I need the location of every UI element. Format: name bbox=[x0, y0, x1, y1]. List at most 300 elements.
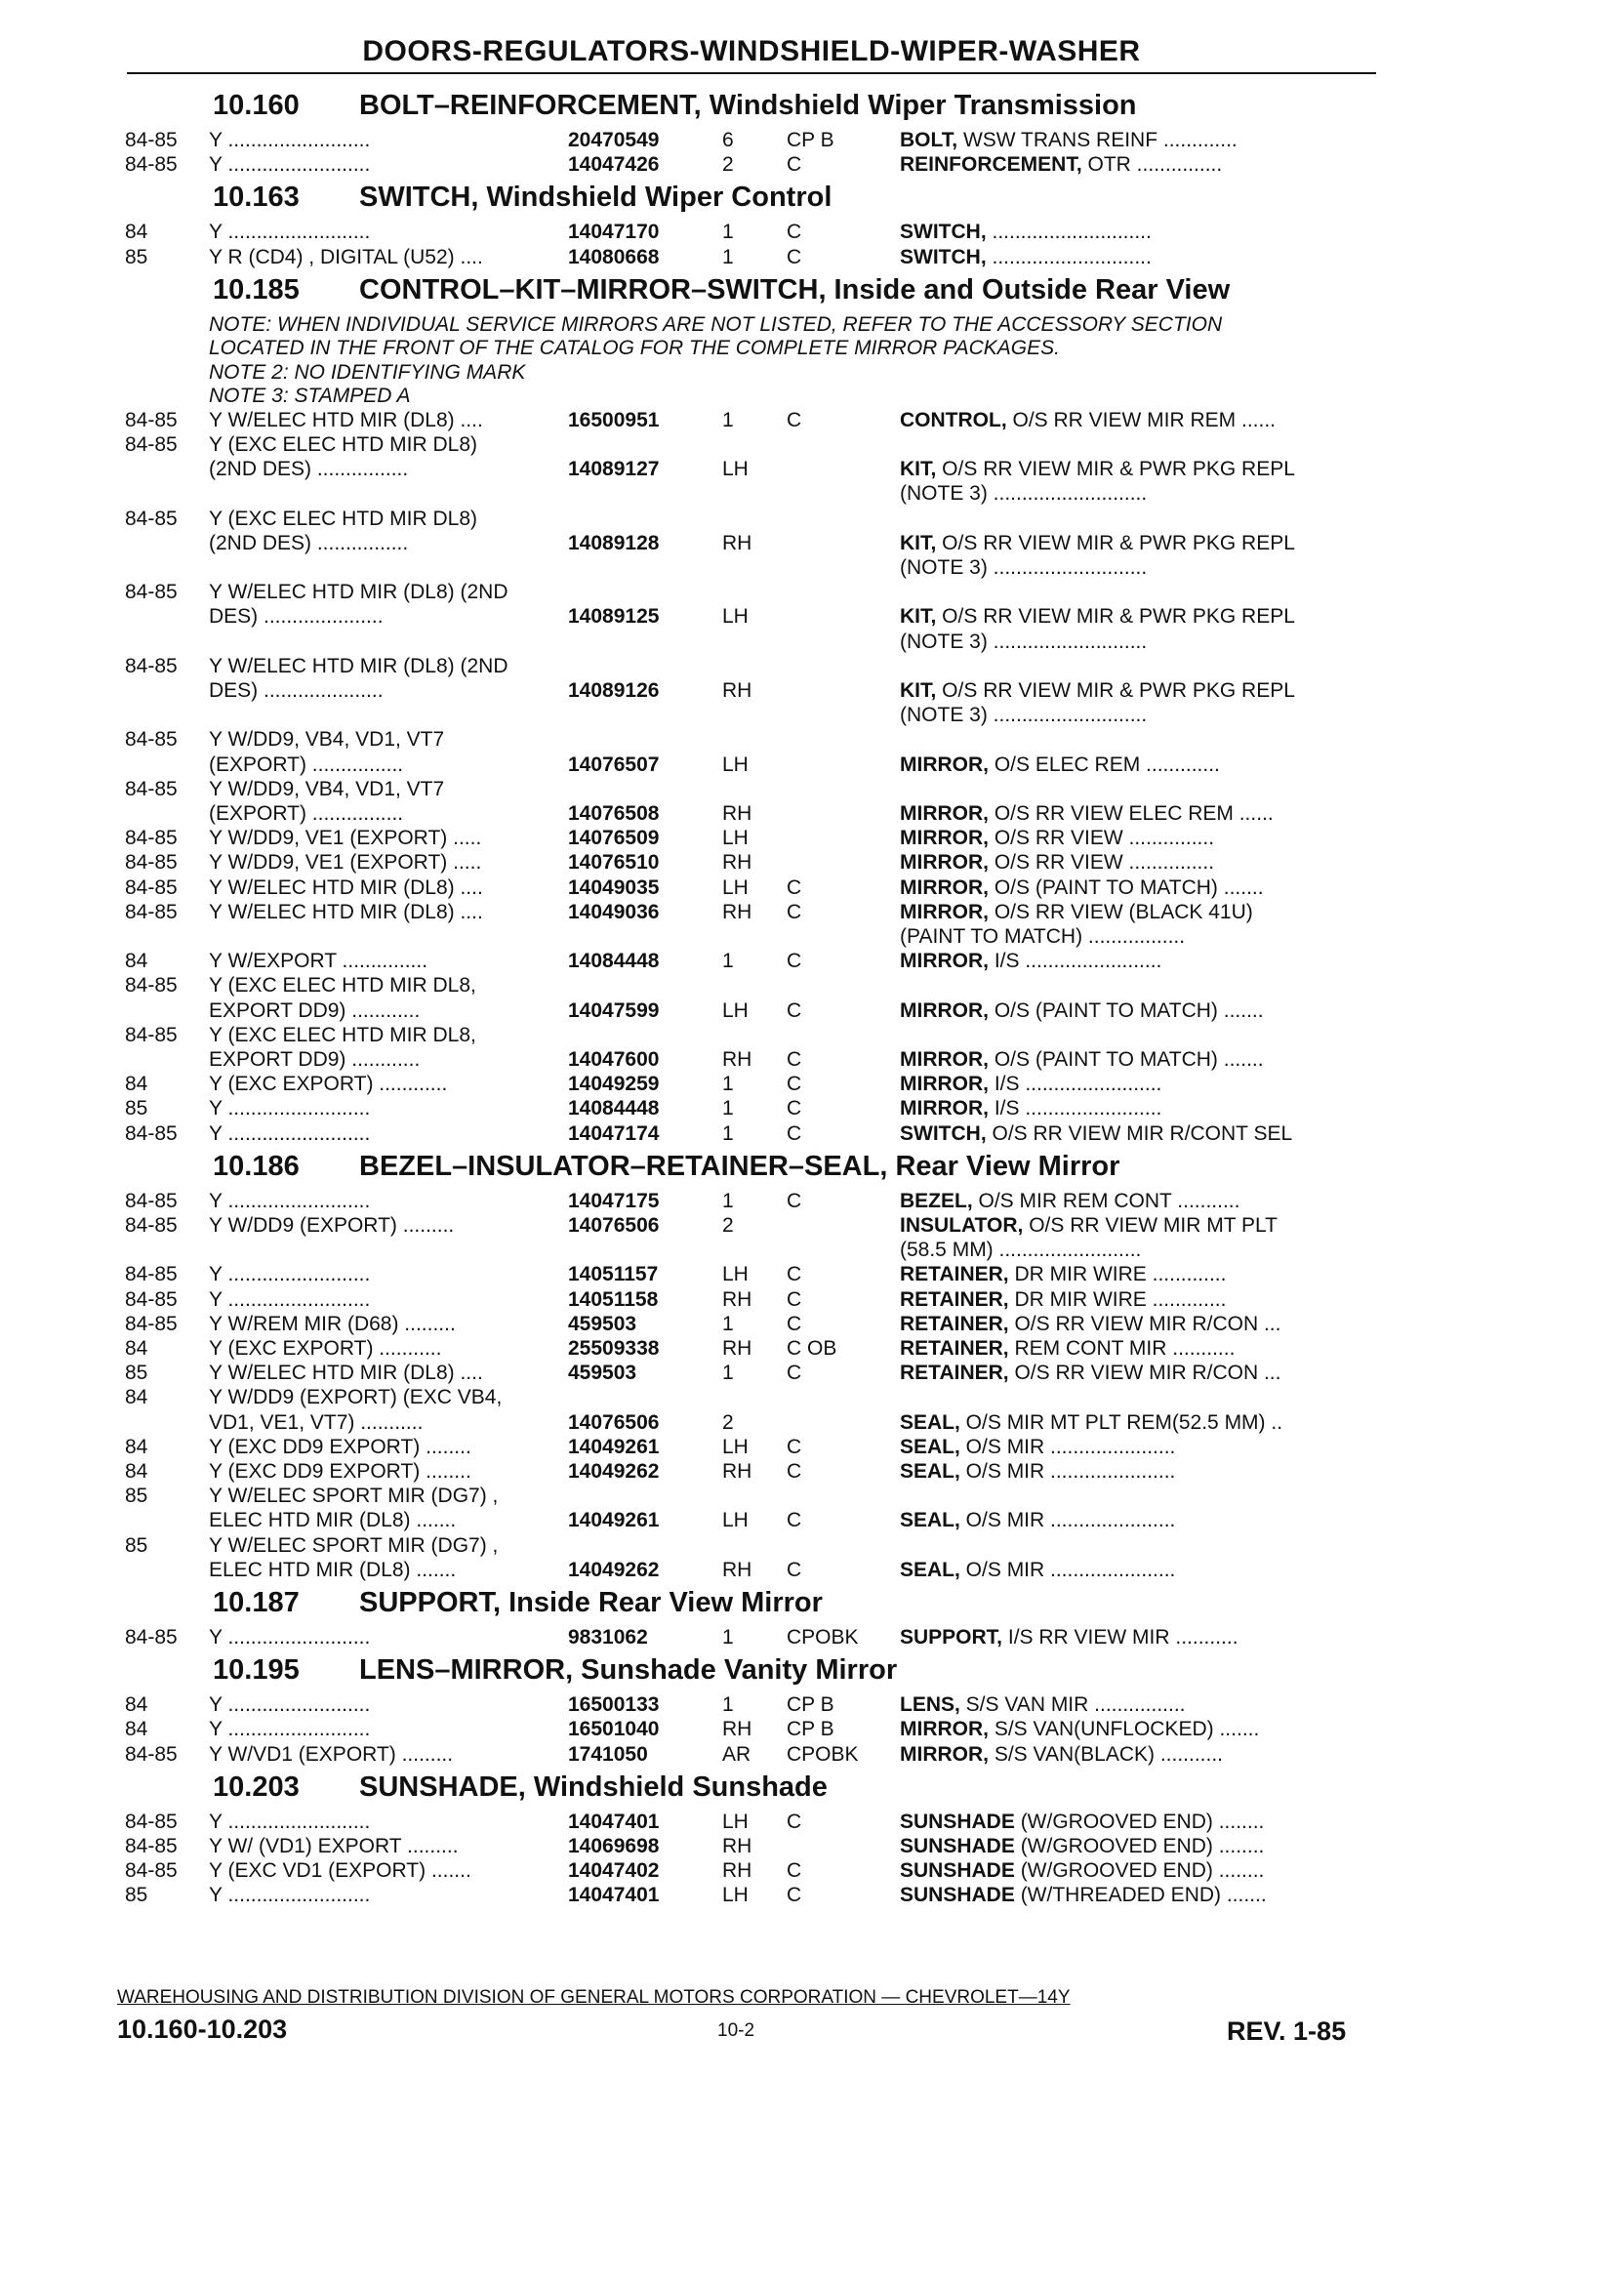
part-name-detail: (W/GROOVED END) ........ bbox=[1014, 1810, 1265, 1833]
model-year: 84-85 bbox=[125, 654, 178, 677]
part-name bbox=[900, 1313, 1280, 1336]
part-name-detail: (W/GROOVED END) ........ bbox=[1014, 1835, 1265, 1857]
part-name-detail: REM CONT MIR ........... bbox=[1008, 1337, 1236, 1360]
part-number: 14051158 bbox=[568, 1287, 659, 1311]
part-number: 16501040 bbox=[568, 1718, 660, 1741]
model-year: 84 bbox=[125, 1460, 148, 1483]
usage-description: Y W/ELEC HTD MIR (DL8) .... bbox=[209, 408, 483, 431]
part-name bbox=[900, 802, 1274, 826]
part-name-detail: (PAINT TO MATCH) ................. bbox=[900, 925, 1186, 948]
header-rule bbox=[127, 72, 1376, 74]
usage-description: Y ......................... bbox=[209, 1097, 371, 1120]
quantity: 2 bbox=[722, 153, 734, 177]
part-name-noun: MIRROR, bbox=[900, 1718, 989, 1741]
part-name-detail: O/S RR VIEW ............... bbox=[989, 851, 1215, 875]
part-number: 14089127 bbox=[568, 458, 660, 481]
footer-page-number: 10-2 bbox=[717, 2020, 755, 2041]
usage-description: ELEC HTD MIR (DL8) ....... bbox=[209, 1558, 457, 1581]
part-number: 14089126 bbox=[568, 679, 660, 702]
footer-revision: REV. 1-85 bbox=[1227, 2016, 1347, 2046]
part-name bbox=[900, 153, 1222, 177]
part-number: 14076507 bbox=[568, 753, 660, 776]
quantity: RH bbox=[722, 679, 752, 702]
section-number: 10.185 bbox=[213, 273, 300, 305]
usage-description: Y W/DD9, VE1 (EXPORT) ..... bbox=[209, 851, 482, 875]
source-code: C bbox=[787, 875, 802, 899]
quantity: 1 bbox=[722, 1312, 734, 1335]
part-name-detail: O/S (PAINT TO MATCH) ....... bbox=[989, 1048, 1264, 1071]
part-name-noun: RETAINER, bbox=[900, 1287, 1009, 1311]
part-name bbox=[900, 1436, 1175, 1459]
usage-description: Y W/ELEC HTD MIR (DL8) .... bbox=[209, 875, 483, 899]
part-name-detail: S/S VAN(UNFLOCKED) ....... bbox=[989, 1718, 1260, 1741]
part-number: 459503 bbox=[568, 1362, 637, 1385]
usage-description: Y W/ELEC HTD MIR (DL8) .... bbox=[209, 900, 483, 923]
source-code: C OB bbox=[787, 1337, 837, 1360]
part-name-detail: WSW TRANS REINF ............. bbox=[957, 129, 1238, 151]
quantity: LH bbox=[722, 1509, 749, 1532]
part-name-detail: (W/THREADED END) ....... bbox=[1014, 1884, 1267, 1907]
section-title bbox=[213, 274, 1230, 306]
usage-description: VD1, VE1, VT7) ........... bbox=[209, 1410, 424, 1434]
quantity: LH bbox=[722, 998, 749, 1022]
usage-description: (EXPORT) ................ bbox=[209, 802, 404, 825]
part-name bbox=[900, 246, 1152, 269]
part-name-noun: LENS, bbox=[900, 1693, 960, 1717]
quantity: LH bbox=[722, 1884, 749, 1907]
source-code: CPOBK bbox=[787, 1626, 859, 1649]
source-code: CP B bbox=[787, 129, 834, 151]
part-number: 16500951 bbox=[568, 408, 660, 431]
usage-description: ELEC HTD MIR (DL8) ....... bbox=[209, 1509, 457, 1532]
part-number: 14047600 bbox=[568, 1048, 660, 1071]
quantity: 1 bbox=[722, 1693, 734, 1717]
part-name-noun: MIRROR, bbox=[900, 1742, 989, 1766]
quantity: 1 bbox=[722, 221, 734, 244]
quantity: LH bbox=[722, 1435, 749, 1458]
part-number: 14089125 bbox=[568, 605, 660, 629]
part-name bbox=[900, 1811, 1264, 1834]
part-number: 14047402 bbox=[568, 1859, 660, 1883]
usage-description: DES) ..................... bbox=[209, 679, 384, 702]
section-note: NOTE 2: NO IDENTIFYING MARK bbox=[209, 360, 526, 384]
quantity: RH bbox=[722, 1337, 752, 1360]
part-name-noun: SEAL, bbox=[900, 1509, 960, 1532]
part-name-detail: O/S MIR REM CONT ........... bbox=[972, 1189, 1240, 1212]
usage-description: Y ......................... bbox=[209, 1810, 371, 1833]
part-number: 14049262 bbox=[568, 1558, 660, 1581]
part-name bbox=[900, 458, 1295, 481]
part-name-noun: SEAL, bbox=[900, 1410, 960, 1434]
part-number: 9831062 bbox=[568, 1626, 648, 1649]
usage-description: Y W/ (VD1) EXPORT ......... bbox=[209, 1835, 459, 1857]
usage-description: Y (EXC ELEC HTD MIR DL8) bbox=[209, 433, 477, 456]
part-number: 20470549 bbox=[568, 129, 660, 151]
part-name-detail: I/S RR VIEW MIR ........... bbox=[1002, 1626, 1238, 1649]
usage-description: Y ......................... bbox=[209, 1884, 371, 1907]
part-name-detail: O/S (PAINT TO MATCH) ....... bbox=[989, 998, 1264, 1022]
part-name-noun: SEAL, bbox=[900, 1558, 960, 1581]
section-title bbox=[213, 90, 1137, 122]
quantity: LH bbox=[722, 1263, 749, 1286]
part-name bbox=[900, 1718, 1259, 1741]
source-code: C bbox=[787, 900, 802, 923]
part-name bbox=[900, 1509, 1175, 1532]
quantity: 1 bbox=[722, 1121, 734, 1145]
part-name bbox=[900, 1263, 1226, 1286]
model-year: 84-85 bbox=[125, 1626, 178, 1649]
model-year: 84 bbox=[125, 1718, 148, 1741]
usage-description: Y W/ELEC HTD MIR (DL8) (2ND bbox=[209, 654, 508, 677]
model-year: 85 bbox=[125, 245, 148, 268]
part-name-noun: BEZEL, bbox=[900, 1189, 973, 1212]
part-name bbox=[900, 1693, 1186, 1717]
model-year: 84-85 bbox=[125, 507, 178, 530]
section-number: 10.203 bbox=[213, 1771, 300, 1803]
usage-description: Y (EXC EXPORT) ............ bbox=[209, 1073, 448, 1096]
source-code: C bbox=[787, 1189, 802, 1212]
usage-description: Y ......................... bbox=[209, 1626, 371, 1649]
model-year: 84-85 bbox=[125, 1859, 178, 1883]
source-code: CP B bbox=[787, 1693, 834, 1717]
usage-description: DES) ..................... bbox=[209, 605, 384, 629]
part-name-detail: O/S MIR ...................... bbox=[959, 1435, 1176, 1458]
footer-range: 10.160-10.203 bbox=[117, 2015, 288, 2044]
quantity: RH bbox=[722, 1048, 752, 1071]
model-year: 84-85 bbox=[125, 777, 178, 800]
usage-description: Y W/DD9, VB4, VD1, VT7 bbox=[209, 777, 445, 800]
part-name-noun: MIRROR, bbox=[900, 1073, 989, 1096]
model-year: 84 bbox=[125, 1435, 148, 1458]
quantity: RH bbox=[722, 900, 752, 923]
part-name-noun: SEAL, bbox=[900, 1435, 960, 1458]
part-name-detail: ............................ bbox=[986, 245, 1152, 268]
quantity: 2 bbox=[722, 1410, 734, 1434]
section-heading: LENS–MIRROR, Sunshade Vanity Mirror bbox=[359, 1654, 898, 1687]
section-title bbox=[213, 182, 832, 214]
section-note: NOTE: WHEN INDIVIDUAL SERVICE MIRRORS ARE NOT LISTED, REFER TO THE ACCESSORY SECTION bbox=[209, 312, 1223, 336]
part-name bbox=[900, 851, 1214, 875]
usage-description: Y (EXC VD1 (EXPORT) ....... bbox=[209, 1859, 471, 1883]
model-year: 84-85 bbox=[125, 153, 178, 177]
part-name-detail: O/S RR VIEW ............... bbox=[989, 827, 1215, 850]
quantity: LH bbox=[722, 827, 749, 850]
model-year: 84-85 bbox=[125, 1214, 178, 1237]
part-name bbox=[900, 1214, 1278, 1238]
part-name-noun: SWITCH, bbox=[900, 245, 987, 268]
part-name bbox=[900, 1337, 1235, 1361]
model-year: 84-85 bbox=[125, 433, 178, 456]
model-year: 84-85 bbox=[125, 1189, 178, 1212]
quantity: RH bbox=[722, 1558, 752, 1581]
model-year: 84-85 bbox=[125, 1742, 178, 1766]
part-name-noun: SUNSHADE bbox=[900, 1884, 1015, 1907]
part-name-noun: MIRROR, bbox=[900, 950, 989, 973]
part-name-detail: O/S RR VIEW MIR & PWR PKG REPL bbox=[936, 531, 1295, 554]
section-heading: CONTROL–KIT–MIRROR–SWITCH, Inside and Outside Rear View bbox=[359, 273, 1231, 305]
part-name-noun: SUPPORT, bbox=[900, 1626, 1003, 1649]
section-title bbox=[213, 1771, 828, 1804]
part-number: 14047401 bbox=[568, 1884, 660, 1907]
part-name bbox=[900, 704, 1147, 727]
part-name bbox=[900, 1411, 1282, 1435]
usage-description: Y R (CD4) , DIGITAL (U52) .... bbox=[209, 245, 483, 268]
part-name bbox=[900, 1048, 1264, 1072]
part-name-detail: O/S (PAINT TO MATCH) ....... bbox=[989, 875, 1264, 899]
part-name bbox=[900, 605, 1295, 629]
source-code: C bbox=[787, 245, 802, 268]
quantity: AR bbox=[722, 1742, 751, 1766]
page-header: DOORS-REGULATORS-WINDSHIELD-WIPER-WASHER bbox=[362, 35, 1141, 67]
usage-description: Y ......................... bbox=[209, 153, 371, 177]
section-number: 10.195 bbox=[213, 1654, 300, 1687]
model-year: 84 bbox=[125, 950, 148, 973]
usage-description: Y ......................... bbox=[209, 1693, 371, 1717]
usage-description: Y (EXC ELEC HTD MIR DL8) bbox=[209, 507, 477, 530]
part-number: 14069698 bbox=[568, 1835, 660, 1857]
part-number: 14049261 bbox=[568, 1435, 660, 1458]
part-name-detail: O/S MIR MT PLT REM(52.5 MM) .. bbox=[959, 1410, 1283, 1434]
part-number: 14084448 bbox=[568, 950, 660, 973]
part-name-noun: SWITCH, bbox=[900, 221, 987, 244]
part-name bbox=[900, 409, 1276, 432]
part-name-noun: KIT, bbox=[900, 458, 937, 481]
usage-description: Y ......................... bbox=[209, 1718, 371, 1741]
part-name bbox=[900, 556, 1147, 580]
part-name-detail: OTR ............... bbox=[1081, 153, 1223, 177]
usage-description: Y ......................... bbox=[209, 1263, 371, 1286]
part-number: 14080668 bbox=[568, 245, 660, 268]
model-year: 84-85 bbox=[125, 900, 178, 923]
part-name-detail: (NOTE 3) ........................... bbox=[900, 556, 1148, 579]
section-heading: BOLT–REINFORCEMENT, Windshield Wiper Transmission bbox=[359, 90, 1137, 121]
part-number: 14047174 bbox=[568, 1121, 660, 1145]
part-number: 14049259 bbox=[568, 1073, 660, 1096]
source-code: C bbox=[787, 1460, 802, 1483]
model-year: 85 bbox=[125, 1097, 148, 1120]
quantity: 1 bbox=[722, 1362, 734, 1385]
section-heading: SUPPORT, Inside Rear View Mirror bbox=[359, 1587, 823, 1618]
part-name-detail: O/S RR VIEW MIR & PWR PKG REPL bbox=[936, 458, 1295, 481]
usage-description: (2ND DES) ................ bbox=[209, 458, 409, 481]
part-number: 14049035 bbox=[568, 875, 660, 899]
part-name-noun: RETAINER, bbox=[900, 1263, 1009, 1286]
part-number: 14051157 bbox=[568, 1263, 659, 1286]
part-name-noun: BOLT, bbox=[900, 129, 958, 151]
usage-description: Y W/ELEC HTD MIR (DL8) .... bbox=[209, 1362, 483, 1385]
part-name-noun: MIRROR, bbox=[900, 802, 989, 825]
part-name-detail: O/S RR VIEW MIR REM ...... bbox=[1006, 408, 1277, 431]
part-name-noun: KIT, bbox=[900, 679, 937, 702]
quantity: 1 bbox=[722, 950, 734, 973]
usage-description: EXPORT DD9) ............ bbox=[209, 1048, 421, 1071]
part-name bbox=[900, 1626, 1238, 1649]
part-name-noun: MIRROR, bbox=[900, 998, 989, 1022]
part-name bbox=[900, 1288, 1226, 1312]
model-year: 84-85 bbox=[125, 875, 178, 899]
section-number: 10.187 bbox=[213, 1587, 300, 1618]
usage-description: Y ......................... bbox=[209, 1287, 371, 1311]
part-name bbox=[900, 1743, 1223, 1767]
part-name-detail: O/S RR VIEW MIR R/CON ... bbox=[1008, 1312, 1281, 1335]
model-year: 85 bbox=[125, 1485, 148, 1508]
part-name-detail: O/S MIR ...................... bbox=[959, 1509, 1176, 1532]
part-name-noun: RETAINER, bbox=[900, 1337, 1009, 1360]
part-name-noun: CONTROL, bbox=[900, 408, 1007, 431]
quantity: RH bbox=[722, 1718, 752, 1741]
part-name bbox=[900, 129, 1238, 152]
source-code: C bbox=[787, 1287, 802, 1311]
quantity: LH bbox=[722, 753, 749, 776]
part-name bbox=[900, 925, 1185, 949]
part-name-noun: SWITCH, bbox=[900, 1121, 987, 1145]
model-year: 84-85 bbox=[125, 1835, 178, 1857]
part-name-noun: SUNSHADE bbox=[900, 1810, 1015, 1833]
part-name-noun: REINFORCEMENT, bbox=[900, 153, 1082, 177]
part-name-noun: MIRROR, bbox=[900, 753, 989, 776]
quantity: RH bbox=[722, 851, 752, 875]
model-year: 85 bbox=[125, 1884, 148, 1907]
source-code: C bbox=[787, 998, 802, 1022]
source-code: C bbox=[787, 153, 802, 177]
source-code: C bbox=[787, 1509, 802, 1532]
part-number: 14084448 bbox=[568, 1097, 660, 1120]
quantity: LH bbox=[722, 875, 749, 899]
model-year: 84-85 bbox=[125, 129, 178, 151]
part-name-detail: (58.5 MM) ......................... bbox=[900, 1239, 1142, 1262]
section-note: NOTE 3: STAMPED A bbox=[209, 385, 411, 408]
part-name-noun: RETAINER, bbox=[900, 1312, 1009, 1335]
usage-description: Y ......................... bbox=[209, 1121, 371, 1145]
usage-description: Y ......................... bbox=[209, 129, 371, 151]
part-number: 14047426 bbox=[568, 153, 660, 177]
usage-description: Y W/DD9, VB4, VD1, VT7 bbox=[209, 728, 445, 752]
part-name-detail: S/S VAN(BLACK) ........... bbox=[989, 1742, 1224, 1766]
usage-description: Y (EXC DD9 EXPORT) ........ bbox=[209, 1435, 471, 1458]
part-name-noun: MIRROR, bbox=[900, 851, 989, 875]
part-name bbox=[900, 876, 1264, 900]
source-code: C bbox=[787, 1810, 802, 1833]
part-name-detail: O/S RR VIEW MIR R/CONT SEL bbox=[986, 1121, 1293, 1145]
usage-description: Y W/VD1 (EXPORT) ......... bbox=[209, 1742, 454, 1766]
quantity: 1 bbox=[722, 1097, 734, 1120]
source-code: C bbox=[787, 1263, 802, 1286]
part-name-detail: O/S RR VIEW ELEC REM ...... bbox=[989, 802, 1274, 825]
part-name bbox=[900, 950, 1161, 973]
part-name-detail: O/S MIR ...................... bbox=[959, 1558, 1176, 1581]
part-name bbox=[900, 1559, 1175, 1582]
model-year: 84-85 bbox=[125, 1263, 178, 1286]
model-year: 84-85 bbox=[125, 1121, 178, 1145]
usage-description: Y W/ELEC HTD MIR (DL8) (2ND bbox=[209, 581, 508, 604]
part-name-detail: (NOTE 3) ........................... bbox=[900, 704, 1148, 727]
part-number: 14076509 bbox=[568, 827, 660, 850]
part-name-detail: I/S ........................ bbox=[989, 950, 1162, 973]
part-name-noun: SUNSHADE bbox=[900, 1835, 1015, 1857]
usage-description: Y W/ELEC SPORT MIR (DG7) , bbox=[209, 1485, 499, 1508]
part-name-detail: O/S ELEC REM ............. bbox=[989, 753, 1220, 776]
part-name-noun: MIRROR, bbox=[900, 1048, 989, 1071]
model-year: 84-85 bbox=[125, 1810, 178, 1833]
part-number: 14049261 bbox=[568, 1509, 660, 1532]
part-name bbox=[900, 532, 1295, 555]
quantity: 1 bbox=[722, 1073, 734, 1096]
source-code: C bbox=[787, 1859, 802, 1883]
section-heading: SWITCH, Windshield Wiper Control bbox=[359, 182, 832, 214]
quantity: RH bbox=[722, 802, 752, 825]
part-name bbox=[900, 827, 1214, 850]
source-code: C bbox=[787, 1884, 802, 1907]
section-title bbox=[213, 1654, 897, 1687]
quantity: 1 bbox=[722, 1189, 734, 1212]
part-name bbox=[900, 1097, 1161, 1120]
source-code: C bbox=[787, 408, 802, 431]
quantity: RH bbox=[722, 1287, 752, 1311]
source-code: CP B bbox=[787, 1718, 834, 1741]
part-name bbox=[900, 1460, 1175, 1484]
model-year: 84-85 bbox=[125, 851, 178, 875]
part-name-noun: MIRROR, bbox=[900, 875, 989, 899]
part-name-detail: O/S RR VIEW MIR MT PLT bbox=[1023, 1214, 1278, 1237]
source-code: C bbox=[787, 950, 802, 973]
section-title bbox=[213, 1587, 823, 1619]
part-number: 14049036 bbox=[568, 900, 660, 923]
part-name-noun: RETAINER, bbox=[900, 1362, 1009, 1385]
quantity: 1 bbox=[722, 245, 734, 268]
part-name-detail: O/S RR VIEW MIR & PWR PKG REPL bbox=[936, 679, 1295, 702]
quantity: RH bbox=[722, 1859, 752, 1883]
quantity: 1 bbox=[722, 1626, 734, 1649]
part-name-noun: SUNSHADE bbox=[900, 1859, 1015, 1883]
part-name-noun: KIT, bbox=[900, 531, 937, 554]
source-code: CPOBK bbox=[787, 1742, 859, 1766]
part-number: 25509338 bbox=[568, 1337, 660, 1360]
section-heading: SUNSHADE, Windshield Sunshade bbox=[359, 1771, 828, 1803]
part-name bbox=[900, 631, 1147, 654]
source-code: C bbox=[787, 1362, 802, 1385]
model-year: 84-85 bbox=[125, 974, 178, 998]
part-name-detail: O/S RR VIEW (BLACK 41U) bbox=[989, 900, 1253, 923]
part-number: 14047401 bbox=[568, 1810, 660, 1833]
section-number: 10.160 bbox=[213, 90, 300, 121]
model-year: 84-85 bbox=[125, 1023, 178, 1046]
model-year: 85 bbox=[125, 1533, 148, 1557]
model-year: 84 bbox=[125, 1337, 148, 1360]
section-heading: BEZEL–INSULATOR–RETAINER–SEAL, Rear View Mirror bbox=[359, 1150, 1120, 1182]
part-name bbox=[900, 753, 1220, 777]
part-name bbox=[900, 679, 1295, 703]
usage-description: Y W/EXPORT ............... bbox=[209, 950, 428, 973]
part-name-noun: MIRROR, bbox=[900, 827, 989, 850]
source-code: C bbox=[787, 1073, 802, 1096]
model-year: 84-85 bbox=[125, 827, 178, 850]
quantity: RH bbox=[722, 1460, 752, 1483]
quantity: LH bbox=[722, 605, 749, 629]
part-name-noun: MIRROR, bbox=[900, 1097, 989, 1120]
part-number: 16500133 bbox=[568, 1693, 660, 1717]
quantity: RH bbox=[722, 1835, 752, 1857]
part-name bbox=[900, 1884, 1267, 1907]
part-name-detail: (NOTE 3) ........................... bbox=[900, 630, 1148, 653]
section-title bbox=[213, 1151, 1119, 1183]
quantity: 6 bbox=[722, 129, 734, 151]
part-name bbox=[900, 221, 1152, 244]
part-name bbox=[900, 1859, 1264, 1883]
quantity: 1 bbox=[722, 408, 734, 431]
usage-description: Y ......................... bbox=[209, 221, 371, 244]
section-number: 10.186 bbox=[213, 1150, 300, 1182]
usage-description: Y W/DD9, VE1 (EXPORT) ..... bbox=[209, 827, 482, 850]
